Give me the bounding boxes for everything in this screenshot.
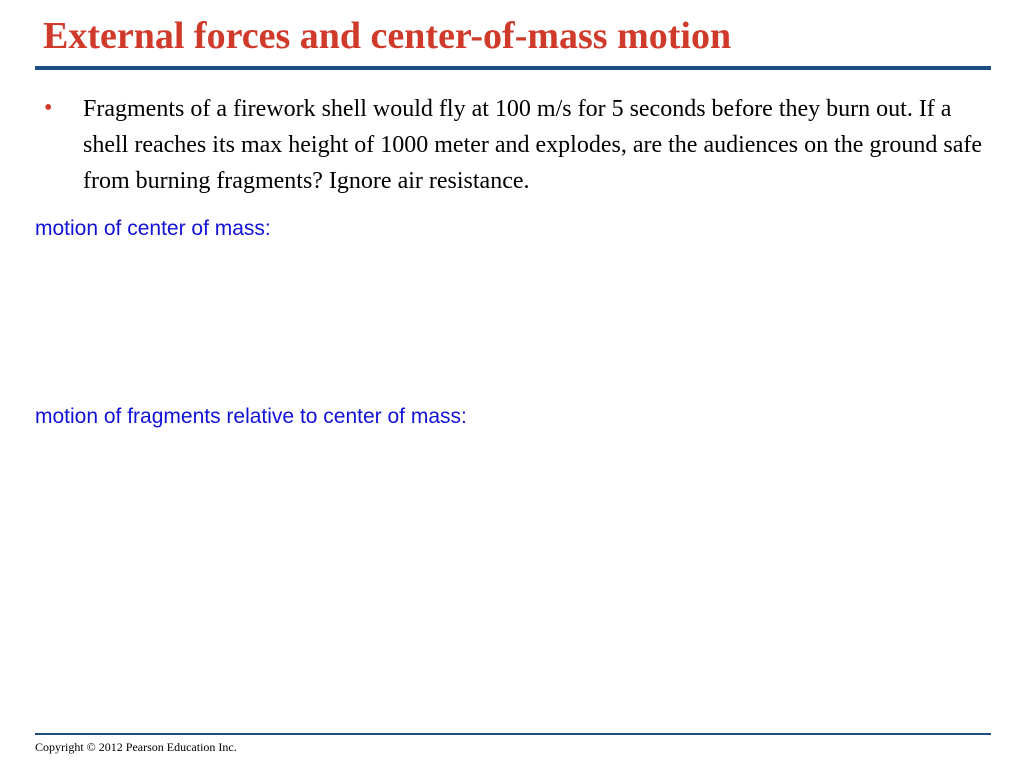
title-divider [35,66,991,70]
section-label-relative-motion: motion of fragments relative to center of mass: [35,405,467,428]
footer-divider [35,733,991,735]
problem-statement: Fragments of a firework shell would fly at 100 m/s for 5 seconds before they burn out. If a shell reaches its max height of 1000 meter and explodes, are the audiences on the ground safe from burning fragments? Ignore air resistance. [83,96,983,194]
section-label-center-of-mass: motion of center of mass: [35,217,271,240]
copyright-notice: Copyright © 2012 Pearson Education Inc. [35,740,237,754]
slide-title: External forces and center-of-mass motion [43,15,732,57]
bullet-marker: • [44,95,53,121]
